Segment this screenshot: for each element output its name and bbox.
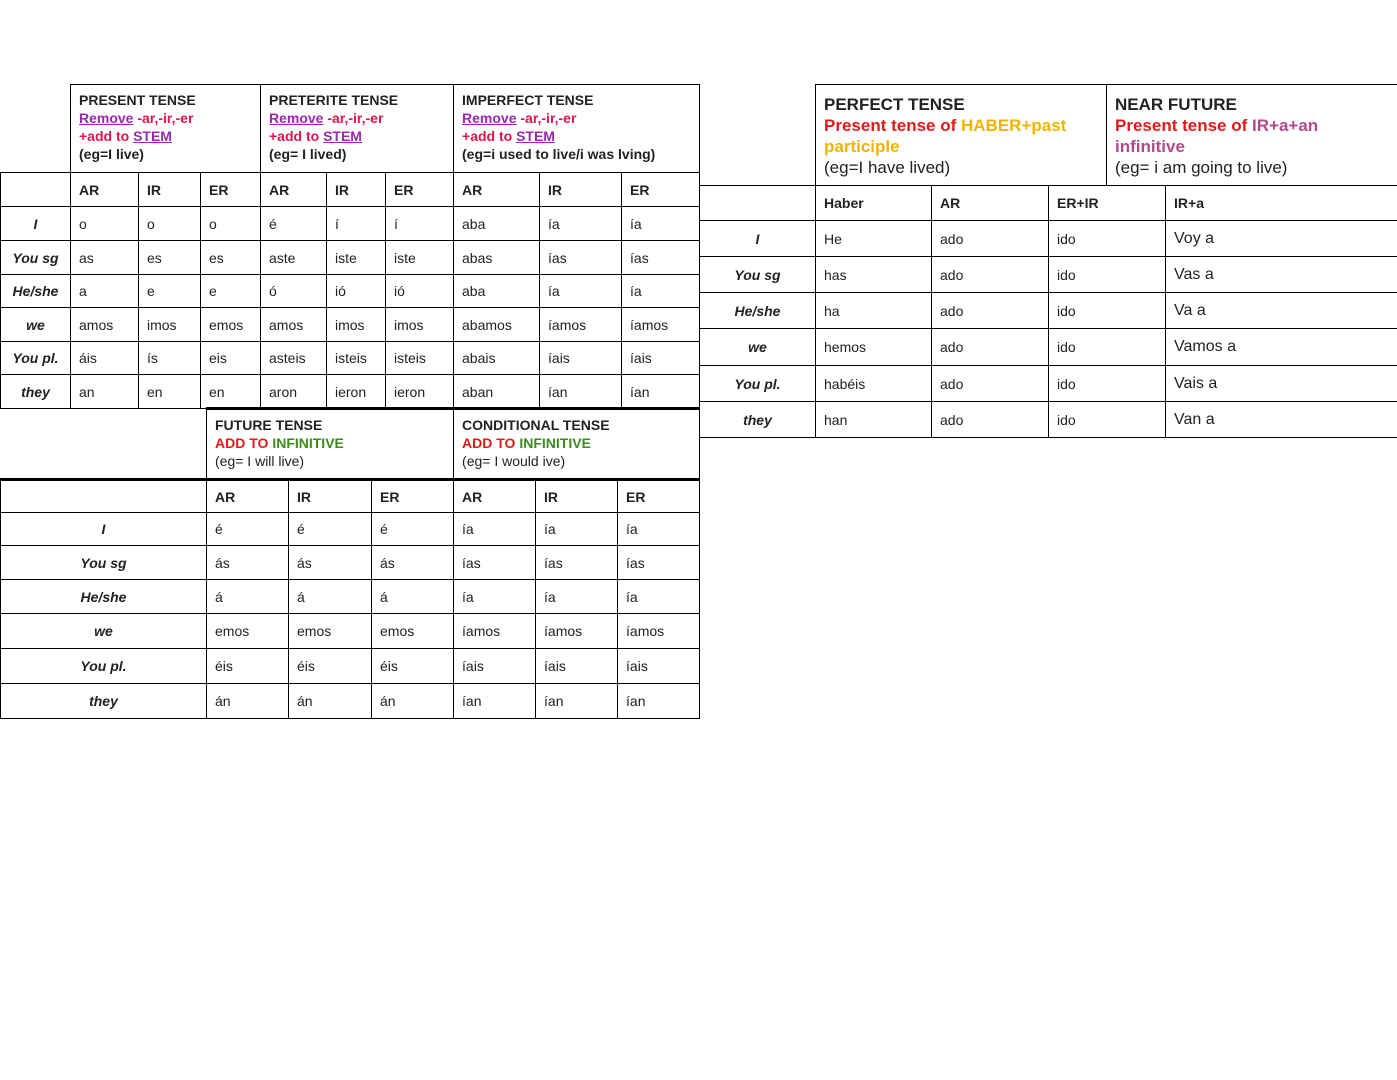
- near-future-ir-text: IR+a+an: [1252, 116, 1319, 135]
- ending-cell: ido: [1049, 329, 1166, 366]
- pronoun-cell: we: [1, 614, 207, 649]
- ending-cell: ía: [618, 513, 700, 546]
- column-header-row: [1, 480, 700, 513]
- ending-cell: án: [207, 684, 289, 719]
- ending-cell: ía: [622, 207, 700, 241]
- near-future-header: [1107, 85, 1397, 186]
- pronoun-cell: You sg: [1, 546, 207, 580]
- tense-header-row: [1, 409, 700, 480]
- table-row: [700, 366, 1397, 402]
- ir-a-cell: Va a: [1166, 293, 1397, 329]
- conditional-add-text: ADD TO: [462, 435, 520, 451]
- preterite-example: (eg= I lived): [269, 146, 347, 162]
- table-row: [1, 546, 700, 580]
- future-add-text: ADD TO: [215, 435, 273, 451]
- ending-cell: abas: [454, 241, 540, 275]
- imperfect-add-text: +add to: [462, 128, 517, 144]
- ending-cell: isteis: [327, 342, 386, 375]
- ending-cell: abamos: [454, 308, 540, 342]
- ending-cell: ías: [536, 546, 618, 580]
- ending-cell: ado: [932, 329, 1049, 366]
- perfect-near-future-table: [699, 84, 1397, 438]
- column-header: AR: [454, 480, 536, 513]
- column-header: IR+a: [1166, 186, 1397, 221]
- ending-cell: en: [201, 375, 261, 409]
- ending-cell: ado: [932, 293, 1049, 329]
- ending-cell: é: [207, 513, 289, 546]
- ending-cell: iste: [327, 241, 386, 275]
- haber-cell: has: [816, 257, 932, 293]
- column-header: AR: [454, 173, 540, 207]
- ending-cell: en: [139, 375, 201, 409]
- ending-cell: ás: [372, 546, 454, 580]
- table-row: [1, 241, 700, 275]
- column-header: AR: [932, 186, 1049, 221]
- ending-cell: ás: [207, 546, 289, 580]
- ir-a-cell: Voy a: [1166, 221, 1397, 257]
- column-header-row: [700, 186, 1397, 221]
- ending-cell: emos: [207, 614, 289, 649]
- ending-cell: í: [386, 207, 454, 241]
- pronoun-cell: they: [700, 402, 816, 438]
- imperfect-stem-link[interactable]: STEM: [516, 128, 555, 144]
- ending-cell: eis: [201, 342, 261, 375]
- ending-cell: abais: [454, 342, 540, 375]
- table-row: [700, 329, 1397, 366]
- ending-cell: asteis: [261, 342, 327, 375]
- ending-cell: íamos: [536, 614, 618, 649]
- ending-cell: aba: [454, 275, 540, 308]
- pronoun-cell: we: [1, 308, 71, 342]
- ending-cell: ías: [618, 546, 700, 580]
- column-header: Haber: [816, 186, 932, 221]
- table-row: [1, 275, 700, 308]
- ending-cell: íais: [454, 649, 536, 684]
- haber-cell: He: [816, 221, 932, 257]
- future-conditional-table: [0, 407, 700, 719]
- column-header: ER: [372, 480, 454, 513]
- column-header: AR: [261, 173, 327, 207]
- table-row: [700, 221, 1397, 257]
- preterite-tense-header: [261, 85, 454, 173]
- pronoun-cell: You pl.: [700, 366, 816, 402]
- ending-cell: án: [372, 684, 454, 719]
- column-header: IR: [289, 480, 372, 513]
- pronoun-cell: He/she: [700, 293, 816, 329]
- ending-cell: ía: [454, 513, 536, 546]
- ending-cell: í: [327, 207, 386, 241]
- ending-cell: ás: [289, 546, 372, 580]
- perfect-tense-header: [816, 85, 1107, 186]
- table-row: [1, 513, 700, 546]
- ending-cell: es: [139, 241, 201, 275]
- ending-cell: ían: [536, 684, 618, 719]
- ending-cell: é: [372, 513, 454, 546]
- ending-cell: éis: [372, 649, 454, 684]
- haber-cell: hemos: [816, 329, 932, 366]
- table-row: [1, 342, 700, 375]
- haber-cell: han: [816, 402, 932, 438]
- ending-cell: as: [71, 241, 139, 275]
- pronoun-cell: He/she: [1, 275, 71, 308]
- pronoun-cell: they: [1, 375, 71, 409]
- column-header: ER+IR: [1049, 186, 1166, 221]
- pronoun-cell: You pl.: [1, 342, 71, 375]
- ending-cell: ado: [932, 221, 1049, 257]
- ending-cell: áis: [71, 342, 139, 375]
- ending-cell: aste: [261, 241, 327, 275]
- ir-a-cell: Vamos a: [1166, 329, 1397, 366]
- present-stem-link[interactable]: STEM: [133, 128, 172, 144]
- present-preterite-imperfect-table: [0, 84, 700, 409]
- column-header: AR: [71, 173, 139, 207]
- ending-cell: ían: [618, 684, 700, 719]
- imperfect-tense-header: [454, 85, 700, 173]
- table-row: [700, 293, 1397, 329]
- preterite-tense-title: PRETERITE TENSE: [269, 92, 399, 108]
- pronoun-cell: they: [1, 684, 207, 719]
- ending-cell: ían: [622, 375, 700, 409]
- ending-cell: ió: [386, 275, 454, 308]
- table-row: [700, 402, 1397, 438]
- perfect-line-a: Present tense of: [824, 116, 961, 135]
- ending-cell: amos: [71, 308, 139, 342]
- conditional-infinitive-text: INFINITIVE: [519, 435, 591, 451]
- ending-cell: ía: [540, 275, 622, 308]
- ending-cell: aba: [454, 207, 540, 241]
- ending-cell: é: [261, 207, 327, 241]
- pronoun-cell: I: [1, 513, 207, 546]
- preterite-endings: -ar,-ir,-er: [323, 110, 384, 126]
- corner-cell: [700, 186, 816, 221]
- future-example: (eg= I will live): [215, 453, 305, 469]
- ending-cell: emos: [201, 308, 261, 342]
- column-header: IR: [327, 173, 386, 207]
- ending-cell: íais: [622, 342, 700, 375]
- ir-a-cell: Vas a: [1166, 257, 1397, 293]
- conditional-tense-header: [454, 409, 700, 480]
- ending-cell: íamos: [540, 308, 622, 342]
- preterite-stem-link[interactable]: STEM: [323, 128, 362, 144]
- ending-cell: imos: [386, 308, 454, 342]
- pronoun-cell: You sg: [1, 241, 71, 275]
- column-header-row: [1, 173, 700, 207]
- ending-cell: es: [201, 241, 261, 275]
- ending-cell: íais: [618, 649, 700, 684]
- future-tense-title: FUTURE TENSE: [215, 417, 323, 433]
- ir-a-cell: Van a: [1166, 402, 1397, 438]
- ending-cell: ido: [1049, 366, 1166, 402]
- ending-cell: emos: [372, 614, 454, 649]
- ending-cell: ado: [932, 402, 1049, 438]
- tense-header-row: [1, 85, 700, 173]
- pronoun-cell: You pl.: [1, 649, 207, 684]
- ending-cell: íamos: [618, 614, 700, 649]
- ending-cell: íamos: [454, 614, 536, 649]
- table-row: [1, 614, 700, 649]
- ending-cell: é: [289, 513, 372, 546]
- present-tense-title: PRESENT TENSE: [79, 92, 196, 108]
- ending-cell: emos: [289, 614, 372, 649]
- present-add-text: +add to: [79, 128, 134, 144]
- pronoun-cell: I: [1, 207, 71, 241]
- imperfect-tense-title: IMPERFECT TENSE: [462, 92, 594, 108]
- imperfect-example: (eg=i used to live/i was lving): [462, 146, 656, 162]
- ending-cell: ó: [261, 275, 327, 308]
- column-header: ER: [386, 173, 454, 207]
- ending-cell: o: [201, 207, 261, 241]
- present-endings: -ar,-ir,-er: [133, 110, 194, 126]
- ending-cell: ieron: [386, 375, 454, 409]
- ending-cell: ieron: [327, 375, 386, 409]
- conditional-tense-title: CONDITIONAL TENSE: [462, 417, 610, 433]
- table-row: [1, 684, 700, 719]
- ending-cell: ís: [139, 342, 201, 375]
- ending-cell: ía: [536, 580, 618, 614]
- ending-cell: ían: [454, 684, 536, 719]
- ending-cell: ado: [932, 366, 1049, 402]
- table-row: [1, 580, 700, 614]
- ending-cell: e: [201, 275, 261, 308]
- ending-cell: o: [71, 207, 139, 241]
- haber-cell: habéis: [816, 366, 932, 402]
- present-example: (eg=I live): [79, 146, 144, 162]
- ending-cell: imos: [139, 308, 201, 342]
- near-future-example: (eg= i am going to live): [1115, 158, 1288, 177]
- ending-cell: ía: [540, 207, 622, 241]
- ending-cell: íais: [540, 342, 622, 375]
- corner-cell: [1, 480, 207, 513]
- ending-cell: éis: [207, 649, 289, 684]
- column-header: ER: [618, 480, 700, 513]
- ending-cell: ía: [454, 580, 536, 614]
- ending-cell: ido: [1049, 257, 1166, 293]
- tense-header-row: [700, 85, 1397, 186]
- ending-cell: ió: [327, 275, 386, 308]
- table-row: [1, 375, 700, 409]
- column-header: ER: [201, 173, 261, 207]
- ending-cell: ado: [932, 257, 1049, 293]
- present-tense-header: [71, 85, 261, 173]
- haber-cell: ha: [816, 293, 932, 329]
- table-row: [700, 257, 1397, 293]
- column-header: IR: [540, 173, 622, 207]
- ending-cell: imos: [327, 308, 386, 342]
- ending-cell: an: [71, 375, 139, 409]
- future-infinitive-text: INFINITIVE: [272, 435, 344, 451]
- pronoun-cell: I: [700, 221, 816, 257]
- ending-cell: án: [289, 684, 372, 719]
- present-remove-link[interactable]: Remove: [79, 110, 134, 126]
- table-row: [1, 649, 700, 684]
- ending-cell: ías: [540, 241, 622, 275]
- future-tense-header: [207, 409, 454, 480]
- pronoun-cell: You sg: [700, 257, 816, 293]
- ending-cell: ías: [622, 241, 700, 275]
- ending-cell: á: [207, 580, 289, 614]
- near-future-infinitive-text: infinitive: [1115, 137, 1185, 156]
- ending-cell: amos: [261, 308, 327, 342]
- ending-cell: éis: [289, 649, 372, 684]
- ending-cell: ía: [536, 513, 618, 546]
- ending-cell: isteis: [386, 342, 454, 375]
- column-header: AR: [207, 480, 289, 513]
- ending-cell: ían: [540, 375, 622, 409]
- ending-cell: aban: [454, 375, 540, 409]
- perfect-example: (eg=I have lived): [824, 158, 951, 177]
- ending-cell: á: [372, 580, 454, 614]
- perfect-participle-text: participle: [824, 137, 900, 156]
- column-header: IR: [536, 480, 618, 513]
- ir-a-cell: Vais a: [1166, 366, 1397, 402]
- conditional-example: (eg= I would ive): [462, 453, 566, 469]
- table-row: [1, 207, 700, 241]
- ending-cell: ido: [1049, 293, 1166, 329]
- pronoun-cell: we: [700, 329, 816, 366]
- ending-cell: íais: [536, 649, 618, 684]
- near-future-title: NEAR FUTURE: [1115, 95, 1237, 114]
- column-header: IR: [139, 173, 201, 207]
- ending-cell: á: [289, 580, 372, 614]
- ending-cell: aron: [261, 375, 327, 409]
- ending-cell: ías: [454, 546, 536, 580]
- ending-cell: íamos: [622, 308, 700, 342]
- ending-cell: a: [71, 275, 139, 308]
- ending-cell: iste: [386, 241, 454, 275]
- perfect-tense-title: PERFECT TENSE: [824, 95, 965, 114]
- column-header: ER: [622, 173, 700, 207]
- table-row: [1, 308, 700, 342]
- pronoun-cell: He/she: [1, 580, 207, 614]
- ending-cell: ía: [622, 275, 700, 308]
- ending-cell: o: [139, 207, 201, 241]
- preterite-remove-link[interactable]: Remove: [269, 110, 324, 126]
- ending-cell: ía: [618, 580, 700, 614]
- ending-cell: ido: [1049, 402, 1166, 438]
- near-future-line-a: Present tense of: [1115, 116, 1253, 135]
- imperfect-remove-link[interactable]: Remove: [462, 110, 517, 126]
- imperfect-endings: -ar,-ir,-er: [516, 110, 577, 126]
- ending-cell: ido: [1049, 221, 1166, 257]
- corner-cell: [1, 173, 71, 207]
- preterite-add-text: +add to: [269, 128, 324, 144]
- ending-cell: e: [139, 275, 201, 308]
- perfect-haber-text: HABER+past: [961, 116, 1067, 135]
